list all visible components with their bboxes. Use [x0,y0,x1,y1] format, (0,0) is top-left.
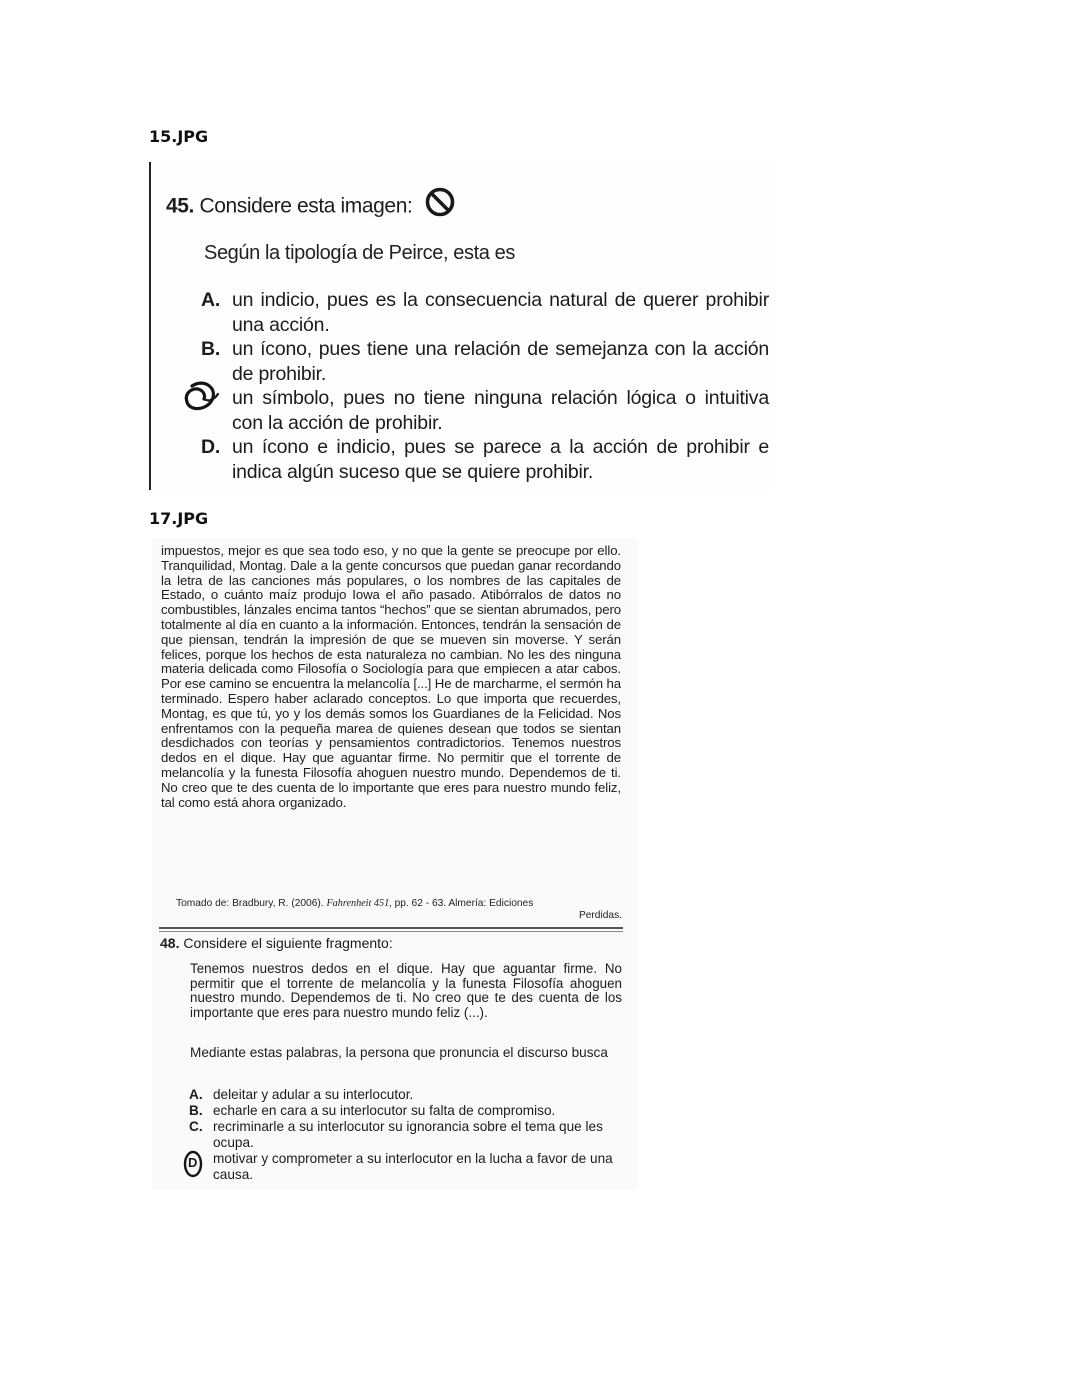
scanned-question-45 [149,162,774,492]
option-letter: A. [201,289,221,311]
option-b [201,337,769,386]
circled-letter-d-icon [183,1150,203,1182]
option-text: un indicio, pues es la consecuencia natural de querer prohibir una acción. [232,289,769,336]
option-letter: A. [189,1087,203,1102]
question-stem: Mediante estas palabras, la persona que pronuncia el discurso busca [190,1045,608,1060]
option-text: echarle en cara a su interlocutor su falta de compromiso. [213,1103,556,1119]
option-d [189,1151,623,1182]
image-caption-17: 17.JPG [149,509,209,528]
question-45-header [166,190,456,224]
option-b [189,1103,623,1119]
option-letter: B. [189,1103,203,1119]
divider [159,931,623,932]
option-text: motivar y comprometer a su interlocutor en la lucha a favor de una causa. [213,1151,613,1182]
option-text: un ícono, pues tiene una relación de semejanza con la acción de prohibir. [232,338,769,385]
prohibition-sign-icon [424,186,456,224]
option-letter: C. [189,1119,203,1135]
handwritten-circle-mark-icon [182,380,228,418]
option-d [201,435,769,484]
answer-options [201,288,769,484]
scanned-reading-question-48 [152,538,638,1190]
citation-publisher: Perdidas. [578,910,622,921]
option-c [201,386,769,435]
question-prompt: Considere esta imagen: [199,194,413,218]
option-c [189,1119,623,1150]
quoted-fragment: Tenemos nuestros dedos en el dique. Hay que aguantar firme. No permitir que el torrente de melancolía y la funesta Filosofía ahoguen nuestro mundo. Dependemos de ti. No creo que te des cuenta de los importante que eres para nuestro mundo feliz (...). [190,961,622,1020]
question-stem: Según la tipología de Peirce, esta es [204,242,515,264]
option-text: un ícono e indicio, pues se parece a la acción de prohibir e indica algún suceso que se quiere prohibir. [232,436,769,483]
citation-title: Fahrenheit 451, [326,898,392,909]
option-letter: B. [201,338,221,360]
option-text: un símbolo, pues no tiene ninguna relación lógica o intuitiva con la acción de prohibir. [232,387,769,434]
option-text: recriminarle a su interlocutor su ignorancia sobre el tema que les ocupa. [213,1119,603,1150]
citation-suffix: pp. 62 - 63. Almería: Ediciones [394,898,534,909]
option-a [201,288,769,337]
answer-options [189,1087,623,1183]
question-48-header [160,935,393,951]
question-number: 45. [166,194,194,218]
question-number: 48. [160,935,180,951]
option-a [189,1087,623,1103]
margin-line [149,162,151,490]
image-caption-15: 15.JPG [149,127,209,146]
option-letter: D [188,1155,198,1171]
question-prompt: Considere el siguiente fragmento: [183,935,393,951]
divider [159,927,623,929]
citation-prefix: Tomado de: Bradbury, R. (2006). [176,898,324,909]
option-letter: D. [201,436,221,458]
reading-passage: impuestos, mejor es que sea todo eso, y no que la gente se preocupe por ello. Tranquilidad, Montag. Dale a la gente concursos que puedan ganar recordando la letra de las canciones más populares, o los nombres de las capitales de Estado, o cuánto maíz produjo Iowa el año pasado. Atibórralos de datos no combustibles, lánzales encima tantos “hechos” que se sientan abrumados, pero totalmente al día en cuanto a la información. Entonces, tendrán la sensación de que piensan, tendrán la impresión de que se mueven sin moverse. Y serán felices, porque los hechos de esta naturaleza no cambian. No les des ninguna materia delicada como Filosofía o Sociología para que empiecen a atar cabos. Por ese camino se encuentra la melancolía [...] He de marcharme, el sermón ha terminado. Espero haber aclarado conceptos. Lo que importa que recuerdes, Montag, es que tú, yo y los demás somos los Guardianes de la Felicidad. Nos enfrentamos con la pequeña marea de quienes desean que todos se sientan desdichados con teorías y pensamientos contradictorios. Tenemos nuestros dedos en el dique. Hay que aguantar firme. No permitir que el torrente de melancolía y la funesta Filosofía ahoguen nuestro mundo. Dependemos de ti. No creo que te des cuenta de lo importante que eres para nuestro mundo feliz, tal como está ahora organizado. [161,543,621,810]
option-text: deleitar y adular a su interlocutor. [213,1087,414,1102]
source-citation [176,898,622,911]
